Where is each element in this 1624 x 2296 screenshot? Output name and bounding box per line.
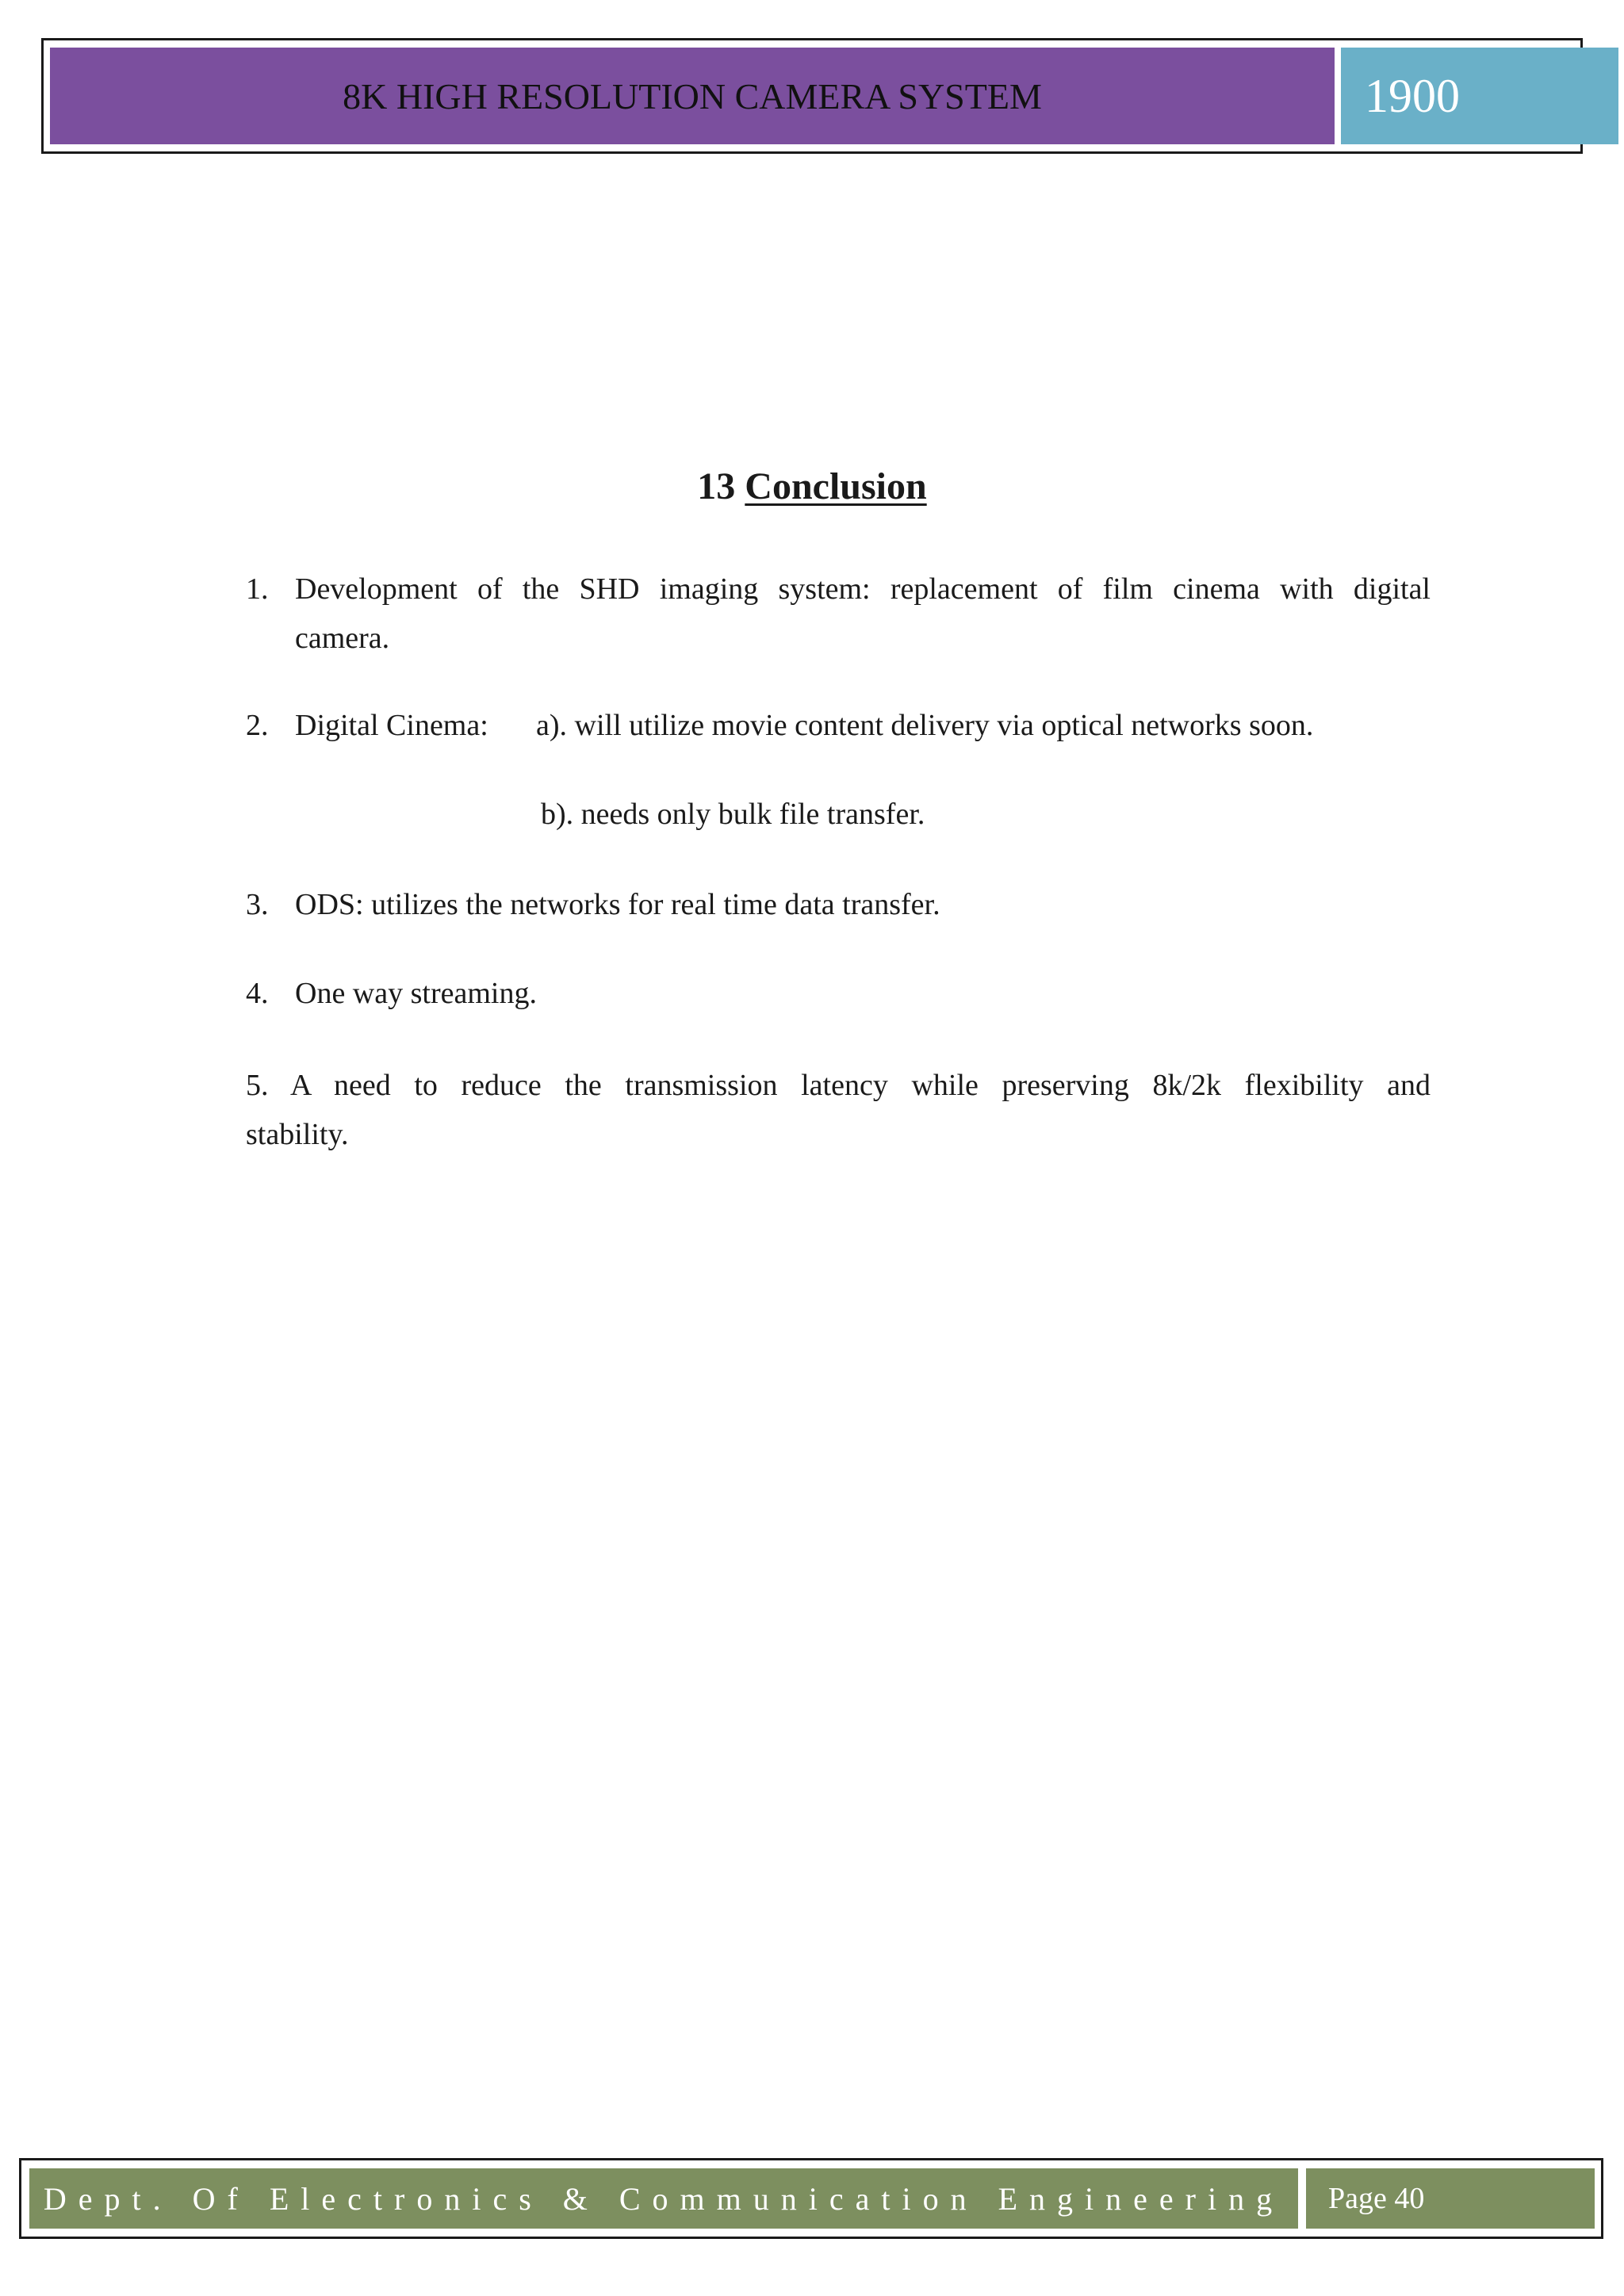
list-item-label: Digital Cinema: [295,709,488,742]
page-header [41,38,1583,154]
list-item-number: 2. [246,709,269,742]
list-item [246,564,1431,668]
list-item [246,969,1435,1018]
footer-dept-box [29,2168,1298,2229]
section-title: Conclusion [745,465,927,507]
list-item-text: ODS: utilizes the networks for real time data transfer. [295,888,940,921]
list-item-text-continued: stability. [246,1118,349,1151]
header-year-box [1341,48,1618,144]
footer-page-box [1306,2168,1595,2229]
list-item-text: One way streaming. [295,977,537,1010]
department-name: Dept. Of Electronics & Communication Engineering [43,2180,1285,2217]
header-year: 1900 [1365,69,1460,122]
list-item [246,701,1435,750]
page-number: Page 40 [1328,2182,1425,2215]
list-subitem-a: a). will utilize movie content delivery via optical networks soon. [536,709,1314,742]
list-item-number: 1. [246,572,269,606]
section-number: 13 [697,465,736,507]
list-subitem-b: b). needs only bulk file transfer. [541,798,925,831]
page-footer [19,2158,1603,2239]
header-title-box [50,48,1335,144]
list-item [246,1061,1431,1164]
list-item-number: 3. [246,888,269,921]
list-item-text-continued: camera. [295,622,390,655]
list-item-text: Development of the SHD imaging system: replacement of film cinema with digital [295,572,1431,606]
document-title: 8K HIGH RESOLUTION CAMERA SYSTEM [343,75,1042,117]
list-item-number: 4. [246,977,269,1010]
list-item-text: 5. A need to reduce the transmission latency while preserving 8k/2k flexibility and [246,1069,1431,1102]
section-heading [0,465,1624,508]
list-item [246,880,1435,929]
